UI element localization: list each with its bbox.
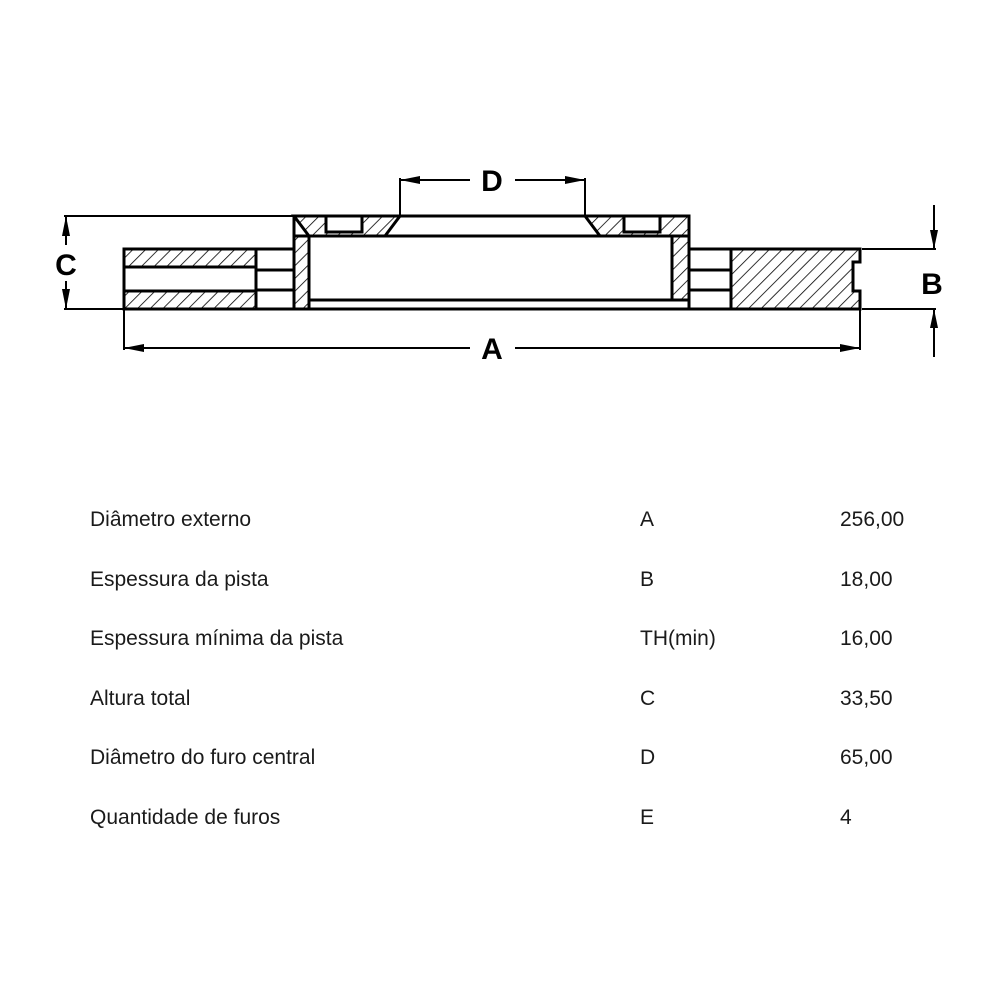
spec-name: Altura total — [90, 686, 191, 710]
center-bore — [385, 216, 600, 236]
spec-value: 4 — [840, 805, 852, 829]
left-upper-plate — [124, 249, 256, 267]
spec-row — [90, 679, 930, 739]
spec-value: 16,00 — [840, 627, 893, 651]
specifications-table — [90, 500, 930, 858]
dimension-d-label: D — [481, 165, 503, 198]
disc-profile — [124, 216, 860, 309]
spec-value: 256,00 — [840, 508, 905, 531]
spec-code: D — [640, 746, 656, 770]
brake-disc-cross-section — [0, 0, 1000, 400]
spec-name: Quantidade de furos — [90, 805, 281, 829]
spec-name: Espessura mínima da pista — [90, 627, 344, 651]
dimension-b-label: B — [921, 268, 943, 301]
spec-code: TH(min) — [640, 627, 716, 651]
spec-name: Diâmetro externo — [90, 508, 252, 531]
right-friction-ring — [731, 249, 860, 309]
spec-row — [90, 560, 930, 620]
spec-row — [90, 798, 930, 858]
right-vent-block — [689, 249, 731, 309]
spec-value: 65,00 — [840, 746, 893, 770]
spec-code: B — [640, 567, 655, 591]
spec-name: Diâmetro do furo central — [90, 746, 316, 770]
bolt-hole-left — [326, 216, 362, 232]
spec-row — [90, 738, 930, 798]
spec-row — [90, 619, 930, 679]
spec-name: Espessura da pista — [90, 567, 269, 591]
bolt-hole-right — [624, 216, 660, 232]
spec-value: 33,50 — [840, 686, 893, 710]
spec-value: 18,00 — [840, 567, 893, 591]
left-vent-block — [256, 249, 294, 309]
hat-right-wall — [672, 236, 689, 300]
spec-row — [90, 500, 930, 560]
dimension-c-label: C — [55, 249, 77, 282]
left-lower-plate — [124, 291, 256, 309]
spec-code: A — [640, 508, 655, 531]
dimension-a-label: A — [481, 333, 503, 366]
spec-code: C — [640, 686, 656, 710]
spec-code: E — [640, 805, 655, 829]
